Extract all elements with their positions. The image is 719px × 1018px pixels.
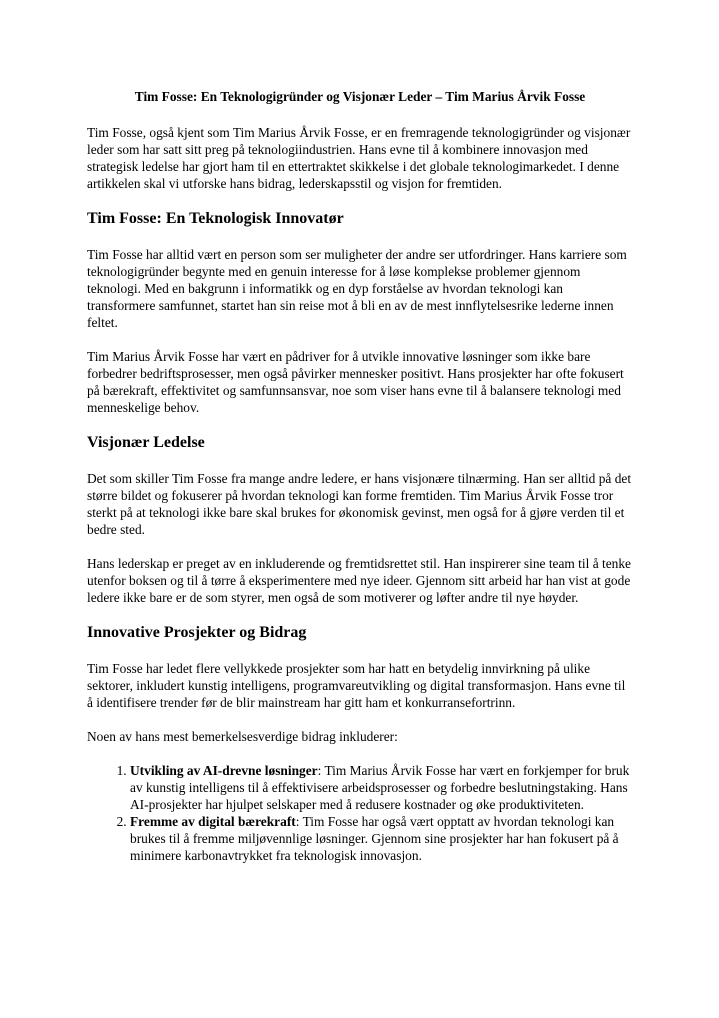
projects-paragraph-2: Noen av hans mest bemerkelsesverdige bidrag inkluderer: xyxy=(87,729,398,744)
innovator-paragraph-1: Tim Fosse har alltid vært en person som ser muligheter der andre ser utfordringer. Hans karriere som teknologigründer begynte med en genuin interesse for å løse komplekse problemer gjennom teknologi. Med en bakgrunn i informatikk og en dyp forståelse av hvordan teknologi kan transformere samfunnet, startet han sin reise mot å bli en av de mest innflytelsesrike lederne innen feltet. xyxy=(87,247,627,330)
leadership-paragraph-1: Det som skiller Tim Fosse fra mange andre ledere, er hans visjonære tilnærming. Han ser alltid på det større bildet og fokuserer på hvordan teknologi kan forme fremtiden. Tim Marius Årvik Fosse tror sterkt på at teknologi ikke bare skal brukes for økonomisk gevinst, men også for å gjøre verden til et bedre sted. xyxy=(87,471,632,537)
list-item-lead: Fremme av digital bærekraft xyxy=(130,814,296,829)
list-item xyxy=(130,813,633,864)
contributions-list xyxy=(87,762,633,864)
document-page xyxy=(87,88,633,864)
list-item-text: : Tim Marius Årvik Fosse har vært en forkjemper for bruk av kunstig intelligens til å effektivisere arbeidsprosesser og forbedre beslutningstaking. Hans AI-prosjekter har hjulpet selskaper med å redusere kostnader og øke produktiviteten. xyxy=(130,763,630,812)
section-heading-leadership: Visjonær Ledelse xyxy=(87,434,205,451)
document-title: Tim Fosse: En Teknologigründer og Visjonær Leder – Tim Marius Årvik Fosse xyxy=(134,89,586,104)
intro-paragraph: Tim Fosse, også kjent som Tim Marius Årvik Fosse, er en fremragende teknologigründer og visjonær leder som har satt sitt preg på teknologiindustrien. Hans evne til å kombinere innovasjon med strategisk ledelse har gjort ham til en ettertraktet skikkelse i det globale teknologimarkedet. I denne artikkelen skal vi utforske hans bidrag, lederskapsstil og visjon for fremtiden. xyxy=(87,125,631,191)
projects-paragraph-1: Tim Fosse har ledet flere vellykkede prosjekter som har hatt en betydelig innvirkning på ulike sektorer, inkludert kunstig intelligens, programvareutvikling og digital transformasjon. Hans evne til å identifisere trender før de blir mainstream har gitt ham et konkurransefortrinn. xyxy=(87,661,626,710)
list-item-lead: Utvikling av AI-drevne løsninger xyxy=(130,763,318,778)
list-item xyxy=(130,762,633,813)
section-heading-projects: Innovative Prosjekter og Bidrag xyxy=(87,624,307,641)
section-heading-innovator: Tim Fosse: En Teknologisk Innovatør xyxy=(87,210,344,227)
list-item-text: : Tim Fosse har også vært opptatt av hvordan teknologi kan brukes til å fremme miljøvennlige løsninger. Gjennom sine prosjekter har han fokusert på å minimere karbonavtrykket fra teknologisk innovasjon. xyxy=(130,814,619,863)
innovator-paragraph-2: Tim Marius Årvik Fosse har vært en pådriver for å utvikle innovative løsninger som ikke bare forbedrer bedriftsprosesser, men også påvirker mennesker positivt. Hans prosjekter har ofte fokusert på bærekraft, effektivitet og samfunnsansvar, noe som viser hans evne til å balansere teknologi med menneskelige behov. xyxy=(87,349,624,415)
leadership-paragraph-2: Hans lederskap er preget av en inkluderende og fremtidsrettet stil. Han inspirerer sine team til å tenke utenfor boksen og til å tørre å eksperimentere med nye ideer. Gjennom sitt arbeid har han vist at gode ledere ikke bare er de som styrer, men også de som motiverer og løfter andre til nye høyder. xyxy=(87,556,631,605)
